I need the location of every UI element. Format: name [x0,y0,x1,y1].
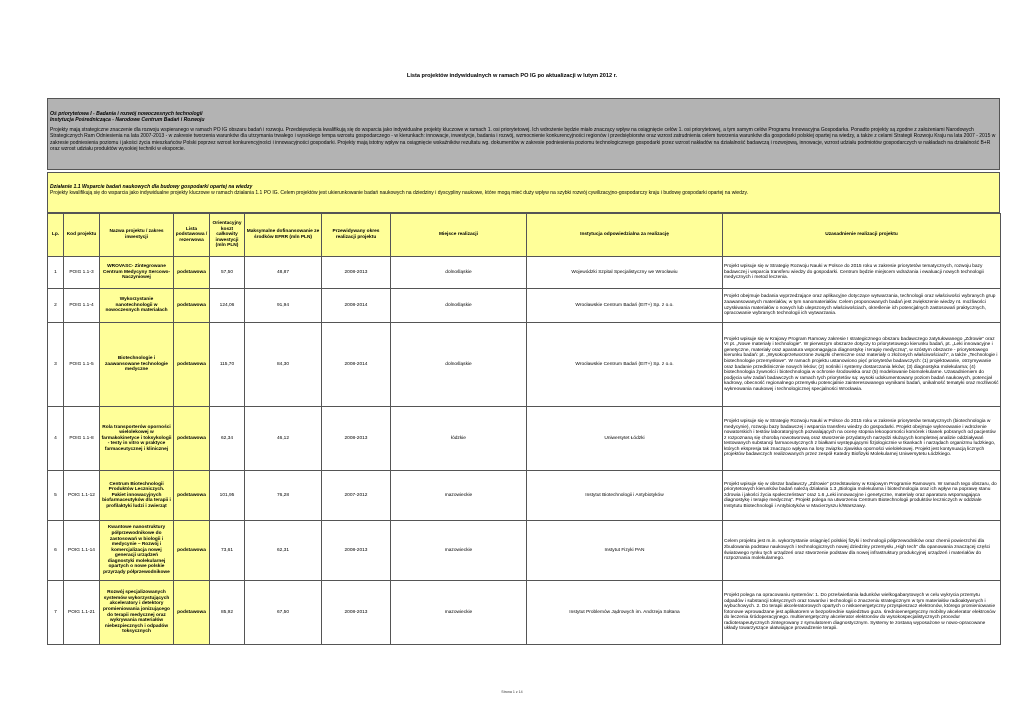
cell-period: 2008-2014 [322,289,391,323]
cell-name: Centrum Biotechnologii Produktów Leczniczych. Pakiet innowacyjnych biofarmaceutyków dla terapii i profilaktyki ludzi i zwierząt [100,471,174,521]
cell-lp: 4 [48,407,64,471]
cell-institution: Instytut Problemów Jądrowych im. Andrzeja Sołtana [527,581,723,645]
table-row [48,289,1001,323]
cell-list: podstawowa [174,407,210,471]
cell-name: WROVASC- Zintegrowane Centrum Medycyny Sercowo-Naczyniowej [100,257,174,289]
measure-title: Działanie 1.1 Wsparcie badań naukowych dla budowy gospodarki opartej na wiedzy [50,184,253,190]
cell-efrr: 91,94 [245,289,322,323]
cell-lp: 2 [48,289,64,323]
cell-efrr: 67,50 [245,581,322,645]
cell-name: Rozwój specjalizowanych systemów wykorzystujących akceleratory i detektory promieniowania jonizującego do terapii medycznej oraz wykrywania materiałów niebezpiecznych i odpadów toksycznych [100,581,174,645]
cell-cost: 73,61 [210,521,245,581]
page-footer: Strona 1 z 14 [501,690,523,694]
header-place: Miejsce realizacji [391,214,527,257]
cell-list: podstawowa [174,581,210,645]
cell-name: Rola transporterów oporności wielolekowej w farmakokinetyce i toksykologii - testy in vitro w praktyce farmaceutycznej i klinicznej [100,407,174,471]
cell-period: 2008-2013 [322,407,391,471]
cell-list: podstawowa [174,521,210,581]
cell-place: mazowieckie [391,521,527,581]
cell-code: POIG 1.1-4 [64,289,100,323]
header-name: Nazwa projektu / zakres inwestycji [100,214,174,257]
cell-cost: 85,92 [210,581,245,645]
cell-justification: Projekt wpisuje się w Krajowy Program Ramowy zakresie I strategicznego obszaru badawczego zatytułowanego „Zdrowie” oraz VI pt. „Nowe materiały i technologie”. W pierwszym obszarze dotyczy to priorytetowego kierunku badań, pt. „Leki innowacyjne i genetyczne, materiały oraz aparatura wspomagająca diagnostykę i terapię medyczną”, w szóstym obszarze - priorytetowego kierunku badań: pt. „Wysokoprzetworzone związki chemiczne oraz materiały o złożonych właściwościach”, a także „Technologie i biotechnologie przemysłowe”. W ramach projektu ustanowiono pięć priorytetów badawczych: (1) projektowanie, otrzymywanie oraz badanie przedklinicznie nowych leków; (2) nośniki i systemy dostarczania leków; (3) diagnostyka molekularna; (4) biotechnologia żywności i biotechnologia w ochronie środowiska oraz (5) modelowanie biomolekularne. Uzasadnieniem do podjęcia w/w zadań badawczych w ramach tych priorytetów są: wysoki udokumentowany poziom badań naukowych, potencjał kadrowy, obecność regionalnego przemysłu potencjalnie zainteresowanego wynikami badań, unikalność tematyki oraz możliwość wykreowania naukowej i technologicznej specjalności Wrocławia. [723,323,1001,407]
measure-section [47,172,1000,213]
cell-list: podstawowa [174,289,210,323]
cell-lp: 3 [48,323,64,407]
cell-efrr: 46,12 [245,407,322,471]
header-code: Kod projektu [64,214,100,257]
cell-place: dolnośląskie [391,257,527,289]
header-institution: Instytucja odpowiedzialna za realizację [527,214,723,257]
cell-institution: Instytut Fizyki PAN [527,521,723,581]
header-efrr: Maksymalne dofinansowanie ze środków EFRR (mln PLN) [245,214,322,257]
cell-institution: Wrocławskie Centrum Badań (EIT+) Sp. z o.o. [527,323,723,407]
projects-table [47,213,1001,645]
cell-institution: Instytut Biotechnologii i Antybiotyków [527,471,723,521]
table-row [48,323,1001,407]
cell-code: POIG 1.1-3 [64,257,100,289]
cell-code: POIG 1.1-21 [64,581,100,645]
cell-code: POIG 1.1-12 [64,471,100,521]
cell-period: 2008-2013 [322,521,391,581]
cell-cost: 115,70 [210,323,245,407]
table-row [48,521,1001,581]
table-header-row [48,214,1001,257]
cell-lp: 7 [48,581,64,645]
cell-cost: 62,34 [210,407,245,471]
cell-name: Kwantowe nanostruktury półprzewodnikowe do zastosowań w biologii i medycynie – Rozwój i komercjalizacja nowej generacji urządzeń diagnostyki molekularnej opartych o nowe polskie przyrządy półprzewodnikowe [100,521,174,581]
cell-code: POIG 1.1-14 [64,521,100,581]
table-row [48,407,1001,471]
cell-place: dolnośląskie [391,289,527,323]
cell-cost: 57,50 [210,257,245,289]
header-justification: Uzasadnienie realizacji projektu [723,214,1001,257]
cell-period: 2008-2013 [322,257,391,289]
cell-justification: Projekt wpisuje się w Strategię Rozwoju Nauki w Polsce do 2015 roku w zakresie priorytetów tematycznych (biotechnologia w medycynie), rozwoju bazy badawczej i wsparcia transferu wiedzy do gospodarki. Projekt obejmuje wykreowanie i wdrożenie nowatorskich i testów laboratoryjnych pozwalających na ocenę stopnia lekooporności komórek i tkanek pobranych od pacjentów z rozpoznaną się chorobą nowotworową oraz stworzenie przydatnych narzędzi służących kompletnej analizie oddziaływań testowanych substancji farmaceutycznych z białkami występującymi fizjologicznie w tkankach i narządach organizmu ludzkiego, których ekspresja tak znacząco wpływa na losy związku zjawiska oporności wielolekowej. Projekt jest kontynuacją licznych projektów badawczych realizowanych przez zespół Katedry Biofizyki Molekularnej Uniwersytetu Łódzkiego. [723,407,1001,471]
document-title: Lista projektów indywidualnych w ramach PO IG po aktualizacji w lutym 2012 r. [406,73,618,79]
priority-title: Oś priorytetowa I - Badania i rozwój nowoczesnych technologii [50,111,203,117]
cell-efrr: 62,31 [245,521,322,581]
table-row [48,581,1001,645]
cell-name: Biotechnologie i zaawansowane technologie medyczne [100,323,174,407]
cell-efrr: 84,30 [245,323,322,407]
header-period: Przewidywany okres realizacji projektu [322,214,391,257]
cell-institution: Wrocławskie Centrum Badań (EIT+) Sp. z o.o. [527,289,723,323]
cell-code: POIG 1.1-5 [64,323,100,407]
table-row [48,257,1001,289]
cell-lp: 6 [48,521,64,581]
cell-name: Wykorzystanie nanotechnologii w nowoczesnych materiałach [100,289,174,323]
header-cost: Orientacyjny koszt całkowity inwestycji (mln PLN) [210,214,245,257]
cell-justification: Projekt obejmuje badania wyprzedzające oraz aplikacyjne dotyczące wytwarzania, technologii oraz właściwości wybranych grup zaawansowanych materiałów, w tym nanomateriałów. Celem proponowanych badań jest zwiększenie wiedzy nt. możliwości uzyskiwania materiałów o nowych lub ulepszonych właściwościach, określenie ich potencjalnych zastosowań praktycznych, opracowanie wybranych technologii ich wytwarzania. [723,289,1001,323]
cell-lp: 5 [48,471,64,521]
cell-period: 2008-2013 [322,581,391,645]
priority-axis-section [47,98,1000,170]
cell-justification: Celem projektu jest m.in. wykorzystanie osiągnięć polskiej fizyki i technologii półprzewodników oraz chemii powierzchni dla zbudowania podstaw naukowych i technologicznych nowej dziedziny przemysłu „High tech” dla opanowania znaczącej części światowego rynku tych urządzeń oraz stworzenie podstaw dla nowej infrastruktury produkcyjnej urządzeń i materiałów do rozpoznania molekularnego. [723,521,1001,581]
header-list: Lista podstawowa / rezerwowa [174,214,210,257]
cell-period: 2008-2014 [322,323,391,407]
cell-institution: Uniwersytet Łódzki [527,407,723,471]
cell-justification: Projekt wpisuje się w obszar badawczy „Zdrowie” przedstawiony w Krajowym Programie Ramowym. W ramach tego obszaru, do priorytetowych kierunków badań należą działania 1.3 „Biologia molekularna i biotechnologia oraz ich wpływ na poprawę stanu zdrowia i jakości życia społeczeństwa” oraz 1.6 „Leki innowacyjne i genetyczne, materiały oraz aparatura wspomagająca diagnostykę i terapię medyczną”. Projekt polega na utworzeniu Centrum Biotechnologii produktów leczniczych w oddziale Instytutu Biotechnologii i Antybiotyków w Macierzyszu k/Warszawy. [723,471,1001,521]
header-lp: Lp. [48,214,64,257]
cell-place: dolnośląskie [391,323,527,407]
cell-list: podstawowa [174,257,210,289]
cell-justification: Projekt wpisuje się w Strategię Rozwoju Nauki w Polsce do 2015 roku w zakresie priorytetów tematycznych, rozwoju bazy badawczej i wsparcia transferu wiedzy do gospodarki. Centrum będzie miejscem wdrażania i ewaluacji nowych technologii medycznych i metod leczenia. [723,257,1001,289]
cell-cost: 101,95 [210,471,245,521]
cell-place: łódzkie [391,407,527,471]
cell-list: podstawowa [174,323,210,407]
intermediate-body-title: Instytucja Pośrednicząca - Narodowe Centrum Badań i Rozwoju [50,117,205,124]
cell-lp: 1 [48,257,64,289]
cell-period: 2007-2012 [322,471,391,521]
cell-place: mazowieckie [391,581,527,645]
cell-code: POIG 1.1-8 [64,407,100,471]
cell-cost: 124,06 [210,289,245,323]
table-row [48,471,1001,521]
cell-efrr: 48,87 [245,257,322,289]
cell-list: podstawowa [174,471,210,521]
priority-description: Projekty mają strategiczne znaczenie dla rozwoju wspieranego w ramach PO IG obszaru badań i rozwoju. Przedsięwzięcia kwalifikują się do wsparcia jako indywidualne projekty kluczowe w ramach 1. osi priorytetowej. Ich wdrożenie będzie miało znaczący wpływ na osiągnięcie celów 1. osi priorytetowej, a tym samym celów Programu Innowacyjna Gospodarka. Ponadto projekty są zgodne z założeniami Narodowych Strategicznych Ram Odniesienia na lata 2007-2013 - w zakresie tworzenia warunków dla utrzymania trwałego i wysokiego tempa wzrostu gospodarczego - w kierunkach: innowacje, inwestycje, badania i rozwój, wzmocnienie konkurencyjności regionów i przedsiębiorstw oraz wzrost zatrudnienia celem tworzenia warunków dla gospodarki polskiej opartej na wiedzy, a także z celami Strategii Rozwoju Kraju na lata 2007 - 2015 w zakresie podniesienia poziomu i jakości życia mieszkańców Polski poprzez wzrost konkurencyjności i innowacyjności gospodarki. Projekty mają istotny wpływ na osiągnięcie wskaźników rezultatu wg. dokumentów w zakresie podniesienia poziomu technologicznego gospodarki przez wzrost nakładów na działalność badawczą i rozwojową, innowacje, wzrost udziału podmiotów gospodarczych w nakładach na działalność B+R oraz wzrost udziału produktów wysokiej techniki w eksporcie. [50,126,996,153]
cell-place: mazowieckie [391,471,527,521]
measure-description: Projekty kwalifikują się do wsparcia jako indywidualne projekty kluczowe w ramach działania 1.1 PO IG. Celem projektów jest ukierunkowanie badań naukowych na dziedziny i dyscypliny naukowe, które mogą mieć duży wpływ na szybki rozwój cywilizacyjno-gospodarczy kraju i budowę gospodarki opartej na wiedzy. [50,190,749,197]
cell-efrr: 76,28 [245,471,322,521]
cell-justification: Projekt polega na opracowaniu systemów: 1. Do prześwietlania ładunków wielkogabarytowych w celu wykrycia przemytu odpadów i substancji toksycznych oraz towarów i technologii o znaczeniu strategicznym w tym materiałów radioaktywnych i wybuchowych. 2. Do terapii akceleratorowych opartych o niskoenergetyczny przyspieszacz elektronów, którego promieniowanie fotonowe wprowadzane jest aplikatorem w bezpośrednie sąsiedztwo guza. średnioenergetyczny mobilny akcelerator elektronów do leczenia śródoperacyjnego. multienergetyczny akcelerator elektronów do wysokospecjalistycznych procedur radioterapeutycznych zintegrowany z symulatorem diagnostycznym. Systemy te zostaną wyposażone w nowo-opracowane układy towarzyszące ułatwiające prowadzenie terapii. [723,581,1001,645]
cell-institution: Wojewódzki Szpital Specjalistyczny we Wrocławiu [527,257,723,289]
